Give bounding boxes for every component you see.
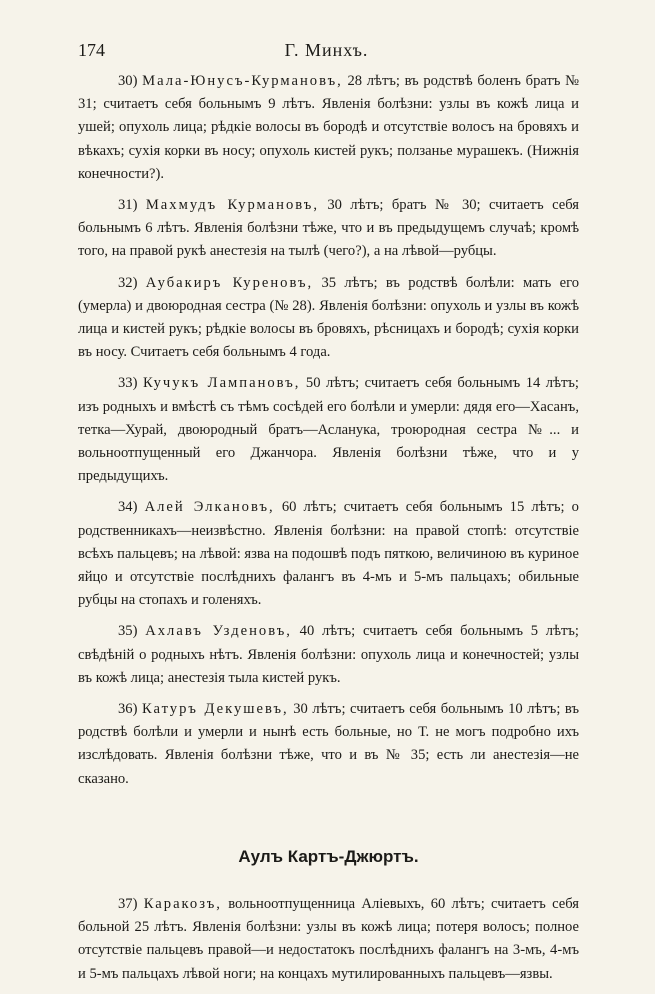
case-entry xyxy=(78,372,579,488)
case-text: 28 лѣтъ; въ родствѣ боленъ братъ № 31; считаетъ себя больнымъ 9 лѣтъ. Явленія болѣзни: узлы въ кожѣ лица и ушей; опухоль лица; рѣдкіе волосы въ бородѣ и отсутствіе волосъ на бровяхъ и вѣкахъ; сухія корки въ носу; опухоль кистей рукъ; ползанье мурашекъ. (Нижнія конечности?). xyxy=(78,73,580,182)
case-text: 35 лѣтъ; въ родствѣ болѣли: мать его (умерла) и двоюродная сестра (№ 28). Явленія болѣзни: опухоль и узлы въ кожѣ лица и кистей рукъ; рѣдкіе волосы въ бровяхъ, рѣсницахъ и бородѣ; сухія корки въ носу. Считаетъ себя больнымъ 4 года. xyxy=(78,274,579,361)
running-title: Г. Минхъ. xyxy=(284,40,369,60)
patient-name: Алей Элкановъ, xyxy=(144,499,275,516)
page-number: 174 xyxy=(78,40,105,60)
case-entry xyxy=(78,496,579,612)
case-number: 33) xyxy=(118,375,138,392)
case-entry xyxy=(78,70,579,186)
case-text: 60 лѣтъ; считаетъ себя больнымъ 15 лѣтъ; о родственникахъ—неизвѣстно. Явленія болѣзни: на правой стопѣ: отсутствіе всѣхъ пальцевъ; на лѣвой: язва на подошвѣ подъ пяткою, величиною въ куриное яйцо и отсутствіе послѣднихъ фалангъ въ 4-мъ и 5-мъ пальцахъ; обильные рубцы на стопахъ и голеняхъ. xyxy=(78,499,579,609)
case-entry xyxy=(78,893,579,986)
case-text: вольноотпущенница Алiевыхъ, 60 лѣтъ; считаетъ себя больной 25 лѣтъ. Явленія болѣзни: узлы въ кожѣ лица; потеря волосъ; полное отсутствіе пальцевъ правой—и недостатокъ послѣднихъ фалангъ на 3-мъ, 4-мъ и 5-мъ пальцахъ лѣвой ноги; на концахъ мутилированныхъ пальцевъ—язвы. xyxy=(78,895,579,982)
patient-name: Кучукъ Лампановъ, xyxy=(142,375,301,392)
page-header xyxy=(78,40,575,64)
case-entry xyxy=(78,272,579,365)
patient-name: Мала-Юнусъ-Курмановъ, xyxy=(142,73,343,89)
page-body xyxy=(78,70,579,994)
case-text: 30 лѣтъ; братъ № 30; считаетъ себя больнымъ 6 лѣтъ. Явленія болѣзни тѣже, что и въ предыдущемъ случаѣ; кромѣ того, на правой рукѣ анестезія на тылѣ (чего?), а на лѣвой—рубцы. xyxy=(78,197,579,260)
case-text: 30 лѣтъ; считаетъ себя больнымъ 10 лѣтъ; въ родствѣ болѣли и умерли и нынѣ есть больные, но Т. не могъ подробно ихъ изслѣдовать. Явленія болѣзни тѣже, что и въ № 35; есть ли анестезія—не сказано. xyxy=(78,701,579,787)
patient-name: Махмудъ Курмановъ, xyxy=(145,197,319,214)
case-number: 32) xyxy=(118,274,138,291)
case-text: 50 лѣтъ; считаетъ себя больнымъ 14 лѣтъ; изъ родныхъ и вмѣстѣ съ тѣмъ сосѣдей его болѣли и умерли: дядя его—Хасанъ, тетка—Хурай, двоюродный братъ—Асланука, троюродная сестра №... и вольноотпущенный его Джанчора. Явленія болѣзни тѣже, что и у предыдущихъ. xyxy=(78,375,579,485)
case-number: 36) xyxy=(118,701,138,718)
patient-name: Катуръ Декушевъ, xyxy=(141,701,289,718)
case-entry xyxy=(78,194,579,264)
case-number: 35) xyxy=(118,623,138,640)
case-number: 31) xyxy=(118,197,138,214)
section-heading: Аулъ Картъ-Джюртъ. xyxy=(238,846,419,866)
case-entry xyxy=(78,620,579,690)
patient-name: Каракозъ, xyxy=(143,895,222,912)
case-entry xyxy=(78,698,579,791)
patient-name: Ахлавъ Узденовъ, xyxy=(145,623,292,640)
case-number: 37) xyxy=(118,895,138,912)
case-text: 40 лѣтъ; считаетъ себя больнымъ 5 лѣтъ; свѣдѣній о родныхъ нѣтъ. Явленія болѣзни: опухоль лица и конечностей; узлы въ кожѣ лица; анестезія тыла кистей рукъ. xyxy=(78,623,579,686)
case-number: 30) xyxy=(118,73,138,89)
case-number: 34) xyxy=(118,499,138,516)
patient-name: Аубакиръ Куреновъ, xyxy=(145,274,314,291)
